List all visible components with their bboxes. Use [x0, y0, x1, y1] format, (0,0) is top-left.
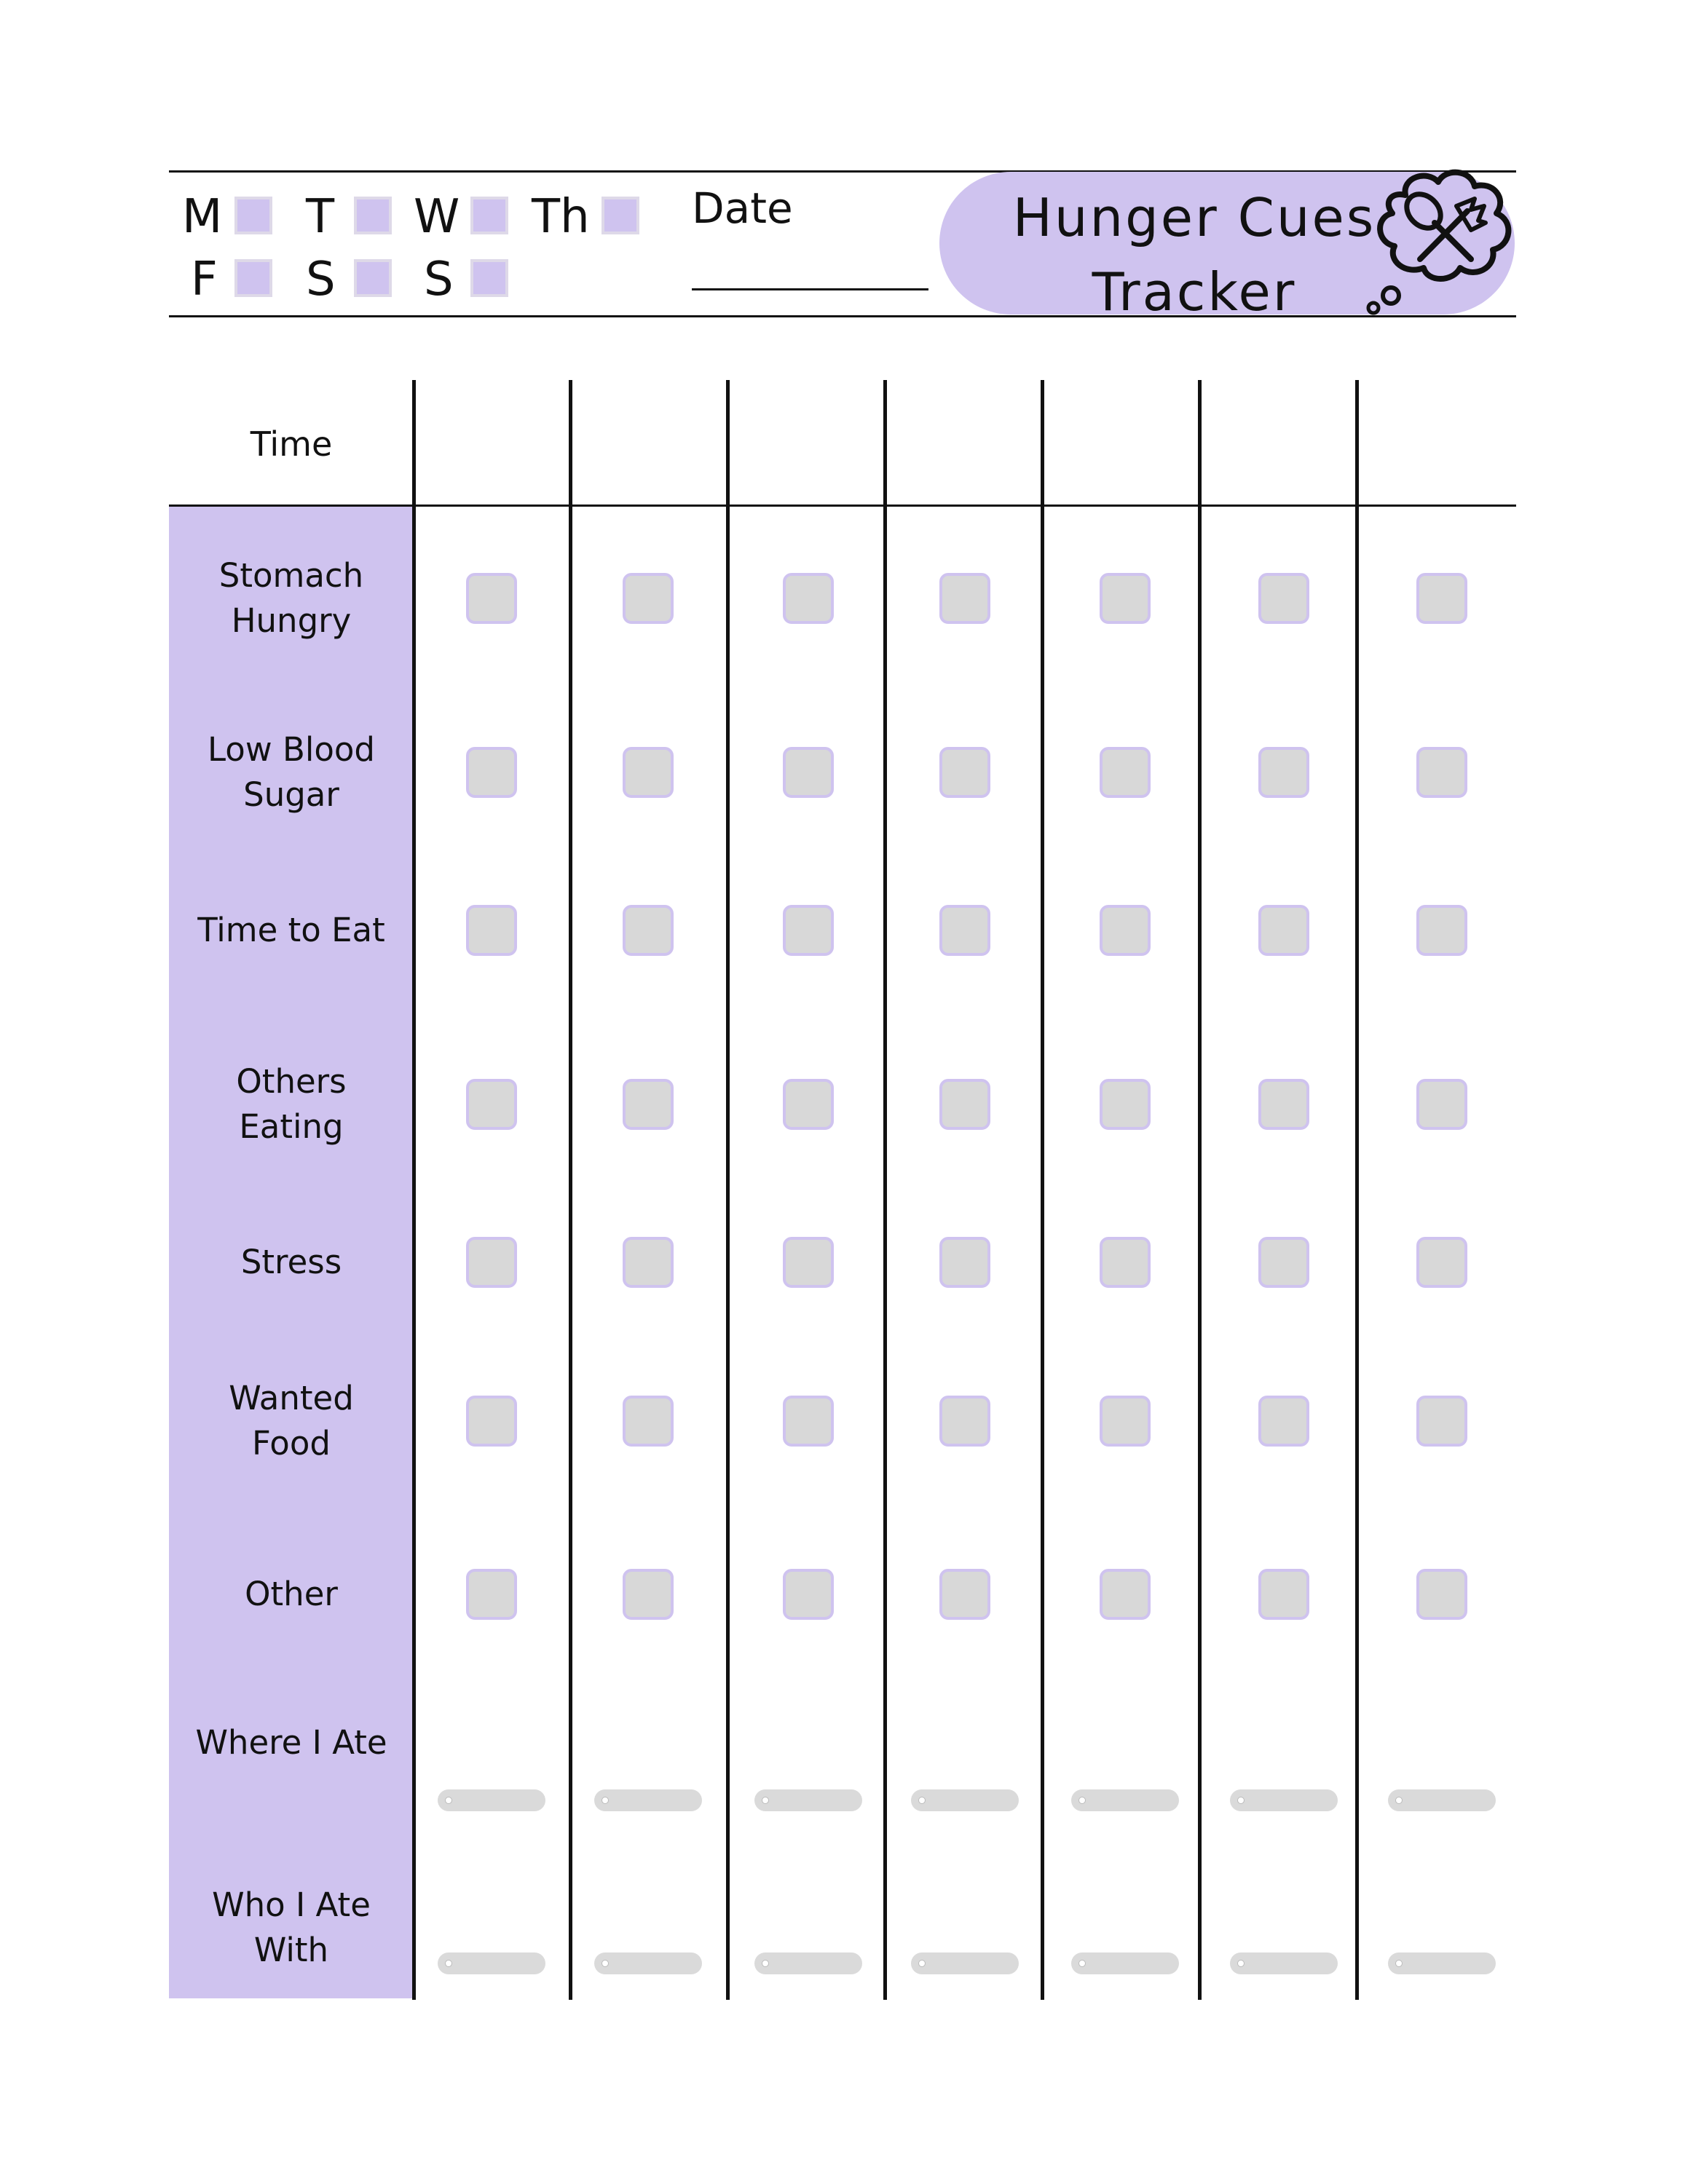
cue-checkbox[interactable]: [1258, 1079, 1309, 1130]
cue-checkbox[interactable]: [939, 747, 990, 798]
day-label-saturday: S: [306, 253, 336, 306]
day-label-monday: M: [182, 190, 223, 244]
field-handle-icon: [918, 1797, 926, 1804]
cue-checkbox[interactable]: [939, 1569, 990, 1620]
row-label-4: [169, 1059, 414, 1150]
text-entry-field[interactable]: [754, 1952, 862, 1974]
text-entry-field[interactable]: [1230, 1952, 1338, 1974]
date-label: Date: [692, 183, 793, 233]
cue-checkbox[interactable]: [1416, 747, 1467, 798]
column-divider-7: [1355, 380, 1359, 2000]
day-checkbox-wednesday[interactable]: [470, 197, 508, 234]
cue-checkbox[interactable]: [466, 1237, 517, 1288]
column-divider-4: [883, 380, 887, 2000]
day-label-tuesday: T: [306, 190, 335, 244]
cue-checkbox[interactable]: [1100, 1079, 1151, 1130]
page-title: [969, 181, 1420, 329]
cue-checkbox[interactable]: [623, 1237, 674, 1288]
cue-checkbox[interactable]: [1416, 1079, 1467, 1130]
field-handle-icon: [445, 1797, 452, 1804]
cue-checkbox[interactable]: [1100, 1237, 1151, 1288]
cue-checkbox[interactable]: [466, 905, 517, 956]
text-entry-field[interactable]: [1388, 1789, 1496, 1811]
cue-checkbox[interactable]: [466, 1569, 517, 1620]
time-row-rule: [169, 505, 1516, 507]
cue-checkbox[interactable]: [783, 573, 834, 624]
cue-checkbox[interactable]: [939, 905, 990, 956]
text-entry-field[interactable]: [911, 1789, 1019, 1811]
title-line-1: Hunger Cues: [1012, 187, 1376, 248]
cue-checkbox[interactable]: [466, 1396, 517, 1447]
row-label-2: [169, 727, 414, 818]
cue-checkbox[interactable]: [623, 573, 674, 624]
row-label-8: [169, 1720, 414, 1765]
cue-checkbox[interactable]: [623, 905, 674, 956]
row-label-line-1: Time to Eat: [197, 911, 385, 949]
cue-checkbox[interactable]: [1416, 1396, 1467, 1447]
row-label-line-2: With: [253, 1931, 329, 1969]
cue-checkbox[interactable]: [1416, 573, 1467, 624]
row-label-1: [169, 553, 414, 644]
row-label-line-1: Stomach: [218, 556, 364, 595]
cue-checkbox[interactable]: [783, 1396, 834, 1447]
cue-checkbox[interactable]: [1258, 1237, 1309, 1288]
field-handle-icon: [1078, 1960, 1086, 1967]
day-label-friday: F: [191, 253, 218, 306]
row-label-line-2: Hungry: [231, 601, 352, 640]
field-handle-icon: [1395, 1797, 1403, 1804]
field-handle-icon: [602, 1960, 609, 1967]
row-label-line-1: Stress: [240, 1243, 342, 1281]
cue-checkbox[interactable]: [939, 1079, 990, 1130]
cue-checkbox[interactable]: [939, 1396, 990, 1447]
cue-checkbox[interactable]: [466, 573, 517, 624]
text-entry-field[interactable]: [594, 1789, 702, 1811]
title-line-2: Tracker: [1092, 261, 1297, 323]
cue-checkbox[interactable]: [783, 1079, 834, 1130]
field-handle-icon: [1237, 1960, 1245, 1967]
cue-checkbox[interactable]: [939, 573, 990, 624]
cue-checkbox[interactable]: [1258, 1569, 1309, 1620]
cue-checkbox[interactable]: [1100, 1569, 1151, 1620]
field-handle-icon: [445, 1960, 452, 1967]
cue-checkbox[interactable]: [1416, 905, 1467, 956]
row-label-line-1: Wanted: [229, 1379, 354, 1417]
cue-checkbox[interactable]: [1100, 573, 1151, 624]
day-checkbox-monday[interactable]: [234, 197, 272, 234]
date-input-line[interactable]: [692, 288, 928, 290]
field-handle-icon: [602, 1797, 609, 1804]
cue-checkbox[interactable]: [783, 905, 834, 956]
text-entry-field[interactable]: [594, 1952, 702, 1974]
day-checkbox-sunday[interactable]: [470, 259, 508, 297]
row-label-9: [169, 1883, 414, 1973]
cue-checkbox[interactable]: [623, 1569, 674, 1620]
cue-checkbox[interactable]: [783, 1237, 834, 1288]
field-handle-icon: [1078, 1797, 1086, 1804]
fork-spoon-thought-bubble-icon: [1362, 166, 1522, 319]
cue-checkbox[interactable]: [623, 1396, 674, 1447]
cue-checkbox[interactable]: [1416, 1569, 1467, 1620]
text-entry-field[interactable]: [911, 1952, 1019, 1974]
cue-checkbox[interactable]: [1100, 747, 1151, 798]
row-label-line-1: Who I Ate: [212, 1886, 371, 1924]
row-label-line-1: Others: [236, 1062, 347, 1101]
column-divider-2: [569, 380, 572, 2000]
day-checkbox-friday[interactable]: [234, 259, 272, 297]
cue-checkbox[interactable]: [783, 1569, 834, 1620]
column-divider-6: [1198, 380, 1202, 2000]
day-checkbox-tuesday[interactable]: [354, 197, 392, 234]
text-entry-field[interactable]: [438, 1952, 545, 1974]
day-checkbox-saturday[interactable]: [354, 259, 392, 297]
field-handle-icon: [1395, 1960, 1403, 1967]
field-handle-icon: [762, 1797, 769, 1804]
row-label-5: [169, 1240, 414, 1285]
row-label-line-2: Food: [252, 1424, 331, 1463]
cue-checkbox[interactable]: [1100, 905, 1151, 956]
cue-checkbox[interactable]: [1258, 1396, 1309, 1447]
day-checkbox-thursday[interactable]: [602, 197, 639, 234]
field-handle-icon: [918, 1960, 926, 1967]
field-handle-icon: [1237, 1797, 1245, 1804]
text-entry-field[interactable]: [1388, 1952, 1496, 1974]
cue-checkbox[interactable]: [1258, 747, 1309, 798]
cue-checkbox[interactable]: [1258, 573, 1309, 624]
row-label-line-1: Where I Ate: [195, 1723, 387, 1762]
cue-checkbox[interactable]: [939, 1237, 990, 1288]
row-label-line-1: Other: [245, 1575, 338, 1613]
text-entry-field[interactable]: [1230, 1789, 1338, 1811]
day-label-wednesday: W: [414, 190, 460, 244]
field-handle-icon: [762, 1960, 769, 1967]
day-label-thursday: Th: [532, 190, 590, 244]
text-entry-field[interactable]: [438, 1789, 545, 1811]
cue-checkbox[interactable]: [623, 1079, 674, 1130]
cue-checkbox[interactable]: [1416, 1237, 1467, 1288]
row-label-line-2: Eating: [239, 1107, 344, 1146]
text-entry-field[interactable]: [754, 1789, 862, 1811]
row-label-line-2: Sugar: [243, 775, 339, 814]
cue-checkbox[interactable]: [1100, 1396, 1151, 1447]
text-entry-field[interactable]: [1071, 1952, 1179, 1974]
cue-checkbox[interactable]: [783, 747, 834, 798]
cue-checkbox[interactable]: [1258, 905, 1309, 956]
row-label-line-1: Low Blood: [208, 730, 375, 769]
row-label-3: [169, 908, 414, 953]
cue-checkbox[interactable]: [466, 1079, 517, 1130]
cue-checkbox[interactable]: [623, 747, 674, 798]
row-label-6: [169, 1376, 414, 1466]
time-header-label: Time: [250, 424, 333, 464]
text-entry-field[interactable]: [1071, 1789, 1179, 1811]
column-divider-3: [726, 380, 730, 2000]
cue-checkbox[interactable]: [466, 747, 517, 798]
row-label-7: [169, 1572, 414, 1617]
day-label-sunday: S: [424, 253, 454, 306]
column-divider-5: [1041, 380, 1044, 2000]
